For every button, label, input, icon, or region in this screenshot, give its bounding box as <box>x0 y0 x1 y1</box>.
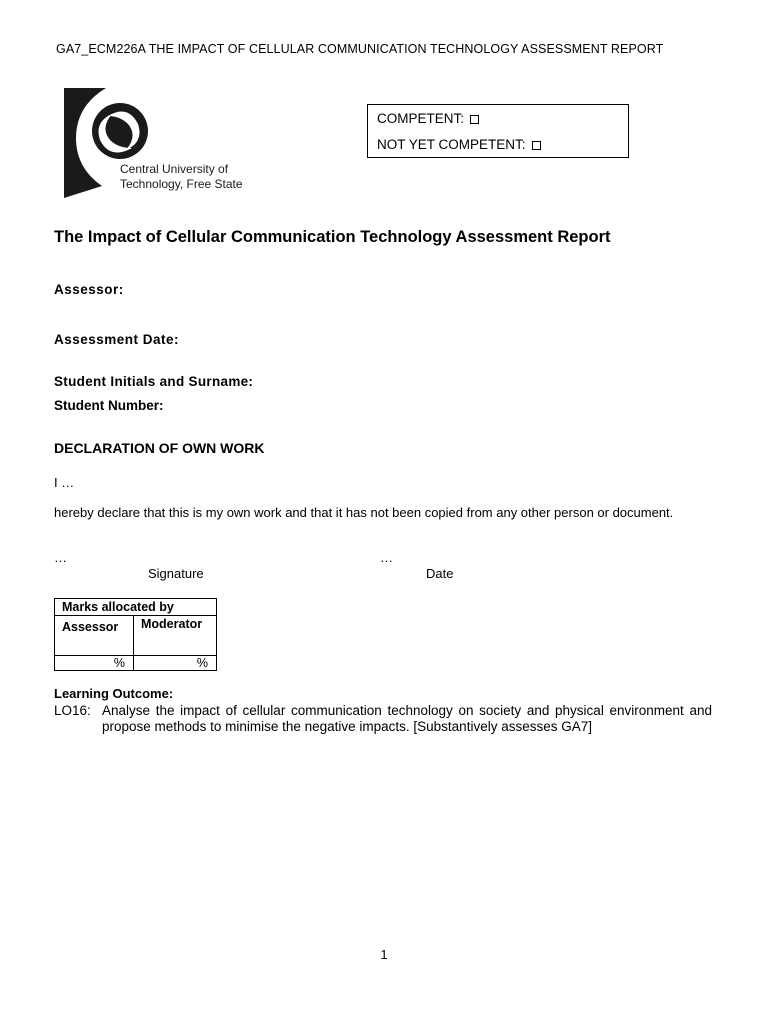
signature-line: … <box>54 550 67 565</box>
date-line: … <box>380 550 393 565</box>
competency-box <box>367 104 629 158</box>
assessor-label: Assessor: <box>54 282 124 297</box>
assessor-percent-cell[interactable]: % <box>55 656 134 671</box>
competent-row <box>377 111 479 126</box>
assessor-column-header: Assessor <box>55 616 134 656</box>
student-number-label: Student Number: <box>54 398 164 413</box>
document-title: The Impact of Cellular Communication Technology Assessment Report <box>54 228 611 246</box>
assessment-date-label: Assessment Date: <box>54 332 180 347</box>
not-yet-competent-label: NOT YET COMPETENT: <box>377 137 526 152</box>
declaration-name-line: I … <box>54 475 75 490</box>
page-number: 1 <box>380 947 388 962</box>
student-name-label: Student Initials and Surname: <box>54 374 254 389</box>
university-logo <box>62 86 262 198</box>
logo-wordmark: Central University of Technology, Free State <box>120 162 243 191</box>
marks-table-heading: Marks allocated by <box>55 599 217 616</box>
learning-outcome-code: LO16: <box>54 703 91 718</box>
not-yet-competent-row <box>377 137 541 152</box>
moderator-percent-cell[interactable]: % <box>134 656 217 671</box>
learning-outcome-heading: Learning Outcome: <box>54 686 174 701</box>
competent-label: COMPETENT: <box>377 111 465 126</box>
not-yet-competent-checkbox[interactable] <box>532 141 541 150</box>
date-label: Date <box>426 566 454 581</box>
running-header: GA7_ECM226A THE IMPACT OF CELLULAR COMMUNICATION TECHNOLOGY ASSESSMENT REPORT <box>56 42 664 56</box>
competent-checkbox[interactable] <box>470 115 479 124</box>
signature-label: Signature <box>148 566 204 581</box>
marks-table <box>54 598 217 671</box>
moderator-column-header: Moderator <box>134 616 217 656</box>
declaration-statement: hereby declare that this is my own work and that it has not been copied from any other person or document. <box>54 505 674 520</box>
learning-outcome-text: Analyse the impact of cellular communication technology on society and physical environment and propose methods to minimise the negative impacts. [Substantively assesses GA7] <box>102 703 712 734</box>
declaration-heading: DECLARATION OF OWN WORK <box>54 440 265 456</box>
